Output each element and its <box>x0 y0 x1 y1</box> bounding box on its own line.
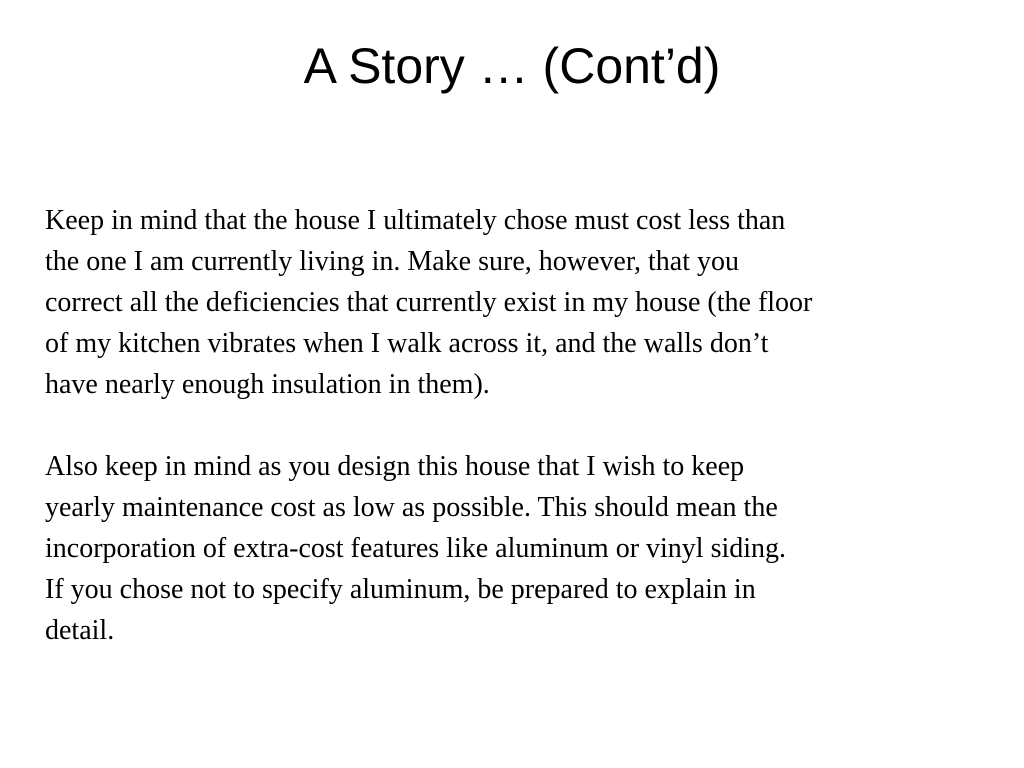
paragraph-line: If you chose not to specify aluminum, be prepared to explain in <box>45 574 756 605</box>
paragraph-line: correct all the deficiencies that currently exist in my house (the floor <box>45 287 813 318</box>
slide-body <box>45 200 995 651</box>
paragraph-line: the one I am currently living in. Make sure, however, that you <box>45 246 740 277</box>
slide-title: A Story … (Cont’d) <box>303 38 721 94</box>
paragraph-line: incorporation of extra-cost features like aluminum or vinyl siding. <box>45 533 787 564</box>
paragraph-line: Also keep in mind as you design this house that I wish to keep <box>45 451 745 482</box>
paragraph-2 <box>45 446 995 651</box>
paragraph-line: of my kitchen vibrates when I walk across it, and the walls don’t <box>45 328 769 359</box>
paragraph-line: yearly maintenance cost as low as possible. This should mean the <box>45 492 778 523</box>
paragraph-line: detail. <box>45 615 115 646</box>
paragraph-line: have nearly enough insulation in them). <box>45 369 490 400</box>
paragraph-1 <box>45 200 995 405</box>
paragraph-line: Keep in mind that the house I ultimately chose must cost less than <box>45 205 786 236</box>
